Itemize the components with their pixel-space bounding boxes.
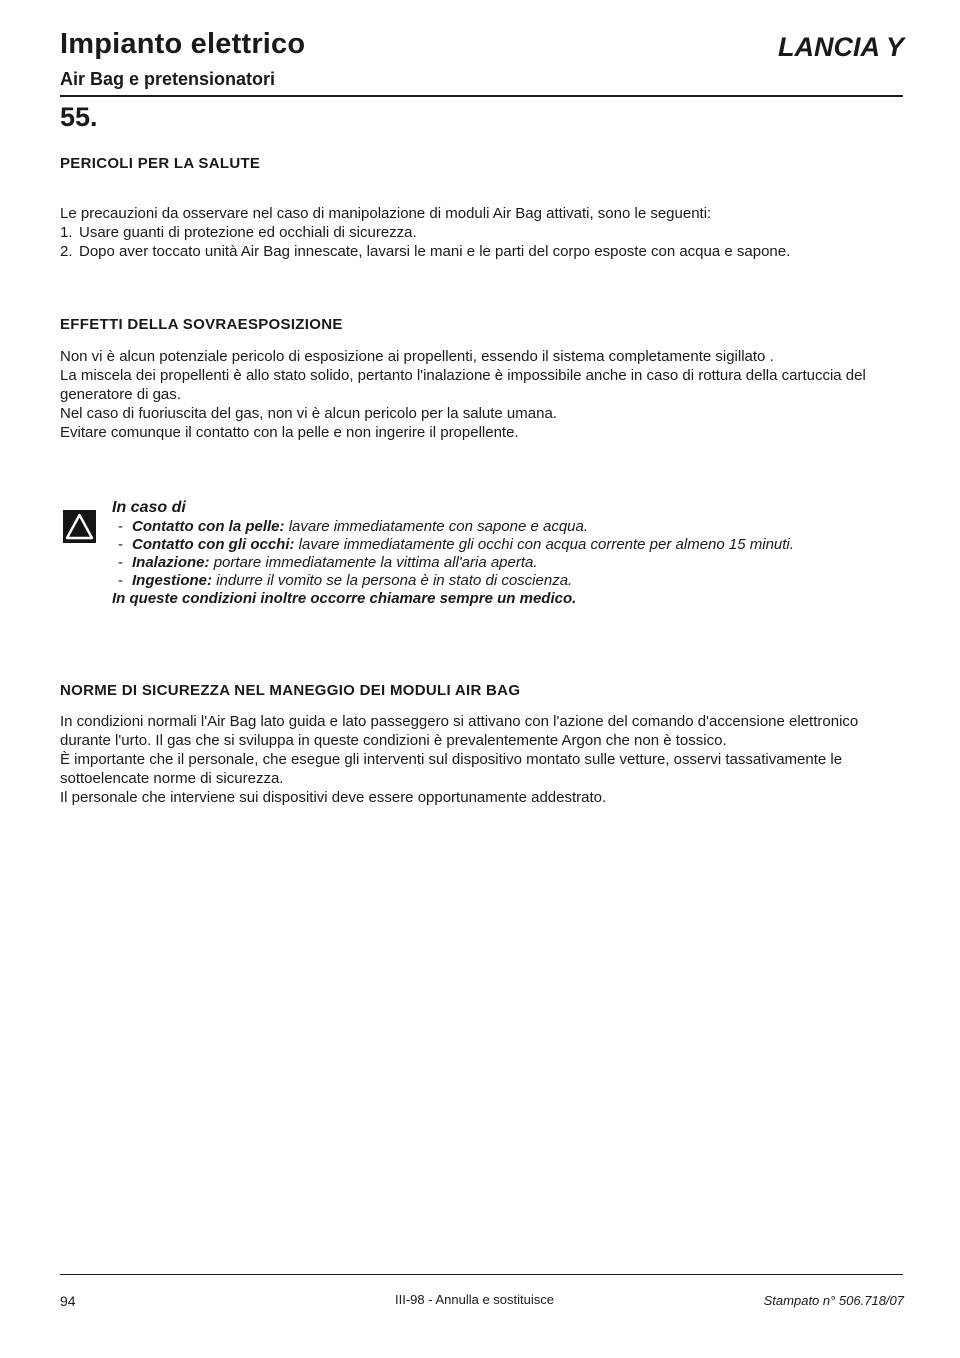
caution-item: - Inalazione: portare immediatamente la vittima all'aria aperta. <box>118 554 538 571</box>
caution-lead: In caso di <box>112 499 186 516</box>
list-item <box>60 223 905 242</box>
caution-term: Contatto con gli occhi: <box>132 536 295 553</box>
warning-triangle-icon <box>63 510 96 543</box>
paragraph: È importante che il personale, che esegue gli interventi sul dispositivo montato sulle vetture, osservi tassativamente le sottoelencate norme di sicurezza. <box>60 751 843 787</box>
caution-text: portare immediatamente la vittima all'aria aperta. <box>213 554 538 571</box>
list-item <box>60 242 905 261</box>
page-number: 94 <box>60 1293 76 1309</box>
list-item-text: Usare guanti di protezione ed occhiali di sicurezza. <box>79 224 417 241</box>
precaution-list <box>60 223 905 261</box>
caution-notice <box>112 499 902 608</box>
header-divider <box>60 95 903 97</box>
caution-text: lavare immediatamente gli occhi con acqua corrente per almeno 15 minuti. <box>298 536 794 553</box>
paragraph: Le precauzioni da osservare nel caso di manipolazione di moduli Air Bag attivati, sono le seguenti: <box>60 205 712 222</box>
caution-item: - Contatto con gli occhi: lavare immediatamente gli occhi con acqua corrente per almeno 15 minuti. <box>118 536 794 553</box>
paragraph: Il personale che interviene sui dispositivi deve essere opportunamente addestrato. <box>60 789 607 806</box>
section-heading-health-risks: PERICOLI PER LA SALUTE <box>60 155 261 172</box>
footer-print-code: Stampato n° 506.718/07 <box>763 1293 904 1308</box>
section-body-health-risks <box>60 204 905 261</box>
caution-list <box>112 518 902 590</box>
section-number: 55. <box>60 102 98 132</box>
paragraph: In condizioni normali l'Air Bag lato guida e lato passeggero si attivano con l'azione del comando d'accensione elettronico durante l'urto. Il gas che si sviluppa in queste condizioni è prevalentemente Argon che non è tossico. <box>60 713 859 749</box>
paragraph: La miscela dei propellenti è allo stato solido, pertanto l'inalazione è impossibile anche in caso di rottura della cartuccia del generatore di gas. <box>60 367 866 403</box>
list-item-number: 1. <box>60 224 73 241</box>
caution-text: indurre il vomito se la persona è in stato di coscienza. <box>216 572 573 589</box>
caution-term: Inalazione: <box>132 554 210 571</box>
paragraph: Nel caso di fuoriuscita del gas, non vi è alcun pericolo per la salute umana. <box>60 405 557 422</box>
caution-term: Ingestione: <box>132 572 213 589</box>
paragraph: Non vi è alcun potenziale pericolo di esposizione ai propellenti, essendo il sistema completamente sigillato . <box>60 348 774 365</box>
page-header-subtitle: Air Bag e pretensionatori <box>60 69 276 89</box>
paragraph: Evitare comunque il contatto con la pelle e non ingerire il propellente. <box>60 424 519 441</box>
section-heading-overexposure: EFFETTI DELLA SOVRAESPOSIZIONE <box>60 316 343 333</box>
list-item-number: 2. <box>60 243 73 260</box>
footer-divider <box>60 1274 903 1275</box>
page-header-title: Impianto elettrico <box>60 28 306 60</box>
caution-term: Contatto con la pelle: <box>132 518 285 535</box>
footer-revision-note: III-98 - Annulla e sostituisce <box>395 1292 554 1307</box>
caution-text: lavare immediatamente con sapone e acqua. <box>288 518 589 535</box>
brand-name: LANCIA Y <box>777 32 904 62</box>
section-body-safety-norms <box>60 712 905 807</box>
caution-item: - Ingestione: indurre il vomito se la persona è in stato di coscienza. <box>118 572 573 589</box>
section-body-overexposure <box>60 347 905 442</box>
caution-item: - Contatto con la pelle: lavare immediatamente con sapone e acqua. <box>118 518 589 535</box>
section-heading-safety-norms: NORME DI SICUREZZA NEL MANEGGIO DEI MODULI AIR BAG <box>60 682 521 699</box>
list-item-text: Dopo aver toccato unità Air Bag innescate, lavarsi le mani e le parti del corpo esposte con acqua e sapone. <box>79 243 791 260</box>
caution-outro: In queste condizioni inoltre occorre chiamare sempre un medico. <box>112 590 577 607</box>
